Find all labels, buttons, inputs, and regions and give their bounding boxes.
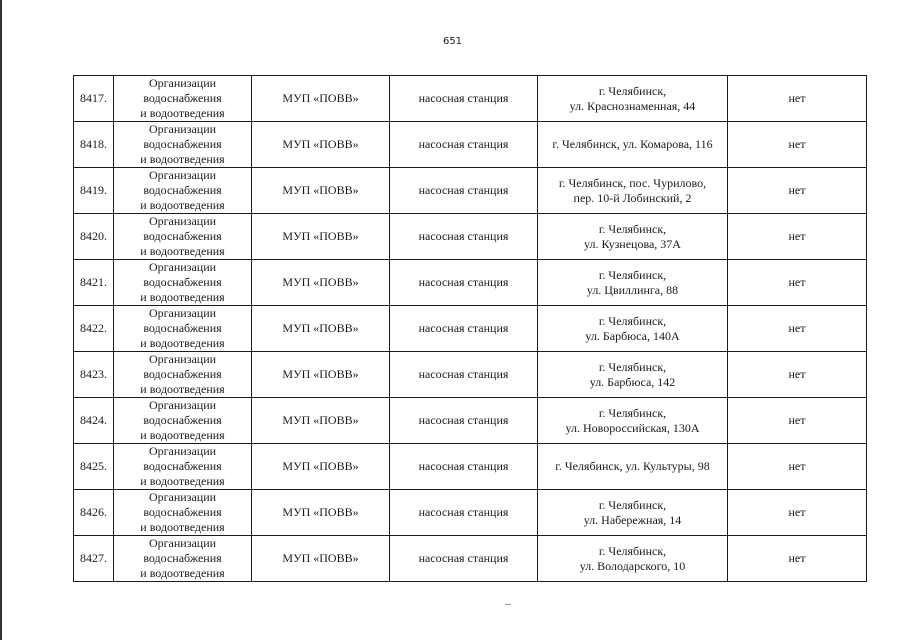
page-number: 651	[442, 36, 463, 47]
table-row	[74, 444, 867, 490]
organization-category-line: и водоотведения	[140, 474, 225, 488]
object-type: насосная станция	[390, 536, 538, 582]
organization-category	[114, 168, 252, 214]
row-number: 8423.	[74, 352, 114, 398]
company-name: МУП «ПОВВ»	[252, 168, 390, 214]
organization-category-line: водоснабжения	[143, 321, 222, 335]
object-address-line: г. Челябинск, пос. Чурилово,	[558, 175, 707, 190]
status-value: нет	[728, 352, 867, 398]
object-address	[538, 352, 728, 398]
organization-category-line: водоснабжения	[143, 275, 222, 289]
organization-category	[114, 398, 252, 444]
object-address-line: ул. Новороссийская, 130А	[565, 420, 700, 435]
object-address-line: ул. Володарского, 10	[579, 558, 686, 573]
table-row	[74, 536, 867, 582]
status-value: нет	[728, 260, 867, 306]
object-address-line: г. Челябинск,	[598, 497, 667, 512]
company-name: МУП «ПОВВ»	[252, 260, 390, 306]
object-address-line: г. Челябинск,	[598, 221, 667, 236]
row-number: 8424.	[74, 398, 114, 444]
object-type: насосная станция	[390, 398, 538, 444]
organization-category-line: и водоотведения	[140, 336, 225, 350]
object-address	[538, 76, 728, 122]
organization-category	[114, 536, 252, 582]
organization-category-line: водоснабжения	[143, 137, 222, 151]
status-value: нет	[728, 444, 867, 490]
status-value: нет	[728, 122, 867, 168]
object-address-line: г. Челябинск,	[598, 83, 667, 98]
organization-category-line: Организации	[148, 536, 217, 550]
object-address-line: г. Челябинск,	[598, 313, 667, 328]
object-address-line: ул. Цвиллинга, 88	[586, 282, 679, 297]
object-address	[538, 214, 728, 260]
organization-category	[114, 444, 252, 490]
registry-table	[73, 75, 867, 582]
status-value: нет	[728, 168, 867, 214]
organization-category-line: Организации	[148, 168, 217, 182]
organization-category-line: и водоотведения	[140, 244, 225, 258]
table-row	[74, 214, 867, 260]
table-row	[74, 122, 867, 168]
organization-category-line: Организации	[148, 306, 217, 320]
object-address-line: ул. Кузнецова, 37А	[584, 236, 681, 251]
status-value: нет	[728, 306, 867, 352]
organization-category-line: Организации	[148, 444, 217, 458]
object-type: насосная станция	[390, 122, 538, 168]
company-name: МУП «ПОВВ»	[252, 490, 390, 536]
organization-category-line: водоснабжения	[143, 229, 222, 243]
organization-category-line: и водоотведения	[140, 520, 225, 534]
object-address	[538, 398, 728, 444]
organization-category-line: водоснабжения	[143, 459, 222, 473]
organization-category-line: Организации	[148, 490, 217, 504]
organization-category-line: и водоотведения	[140, 382, 225, 396]
row-number: 8425.	[74, 444, 114, 490]
organization-category	[114, 214, 252, 260]
scan-edge-line	[0, 0, 2, 640]
company-name: МУП «ПОВВ»	[252, 352, 390, 398]
company-name: МУП «ПОВВ»	[252, 122, 390, 168]
object-type: насосная станция	[390, 490, 538, 536]
organization-category	[114, 352, 252, 398]
object-address	[538, 122, 728, 168]
organization-category	[114, 260, 252, 306]
row-number: 8418.	[74, 122, 114, 168]
table-row	[74, 490, 867, 536]
status-value: нет	[728, 490, 867, 536]
row-number: 8422.	[74, 306, 114, 352]
organization-category	[114, 490, 252, 536]
object-address	[538, 490, 728, 536]
object-type: насосная станция	[390, 168, 538, 214]
object-address-line: г. Челябинск,	[598, 267, 667, 282]
organization-category	[114, 306, 252, 352]
object-type: насосная станция	[390, 214, 538, 260]
organization-category-line: и водоотведения	[140, 198, 225, 212]
row-number: 8417.	[74, 76, 114, 122]
organization-category-line: Организации	[148, 214, 217, 228]
object-address	[538, 168, 728, 214]
organization-category-line: водоснабжения	[143, 413, 222, 427]
organization-category-line: водоснабжения	[143, 183, 222, 197]
object-address-line: ул. Барбюса, 142	[589, 374, 676, 389]
company-name: МУП «ПОВВ»	[252, 444, 390, 490]
scan-dust-mark	[505, 604, 511, 605]
organization-category-line: водоснабжения	[143, 91, 222, 105]
status-value: нет	[728, 76, 867, 122]
object-address	[538, 260, 728, 306]
organization-category-line: Организации	[148, 76, 217, 90]
row-number: 8426.	[74, 490, 114, 536]
status-value: нет	[728, 398, 867, 444]
table-row	[74, 352, 867, 398]
row-number: 8419.	[74, 168, 114, 214]
object-address-line: г. Челябинск,	[598, 543, 667, 558]
registry-table-body	[74, 76, 867, 582]
object-address-line: ул. Барбюса, 140А	[585, 328, 680, 343]
object-address-line: ул. Набережная, 14	[583, 512, 682, 527]
object-address-line: г. Челябинск,	[598, 359, 667, 374]
object-address-line: г. Челябинск, ул. Культуры, 98	[555, 459, 710, 473]
table-row	[74, 260, 867, 306]
organization-category-line: водоснабжения	[143, 367, 222, 381]
object-type: насосная станция	[390, 76, 538, 122]
organization-category-line: и водоотведения	[140, 290, 225, 304]
object-address-line: г. Челябинск, ул. Комарова, 116	[552, 137, 713, 151]
organization-category-line: и водоотведения	[140, 566, 225, 580]
object-type: насосная станция	[390, 352, 538, 398]
table-row	[74, 168, 867, 214]
company-name: МУП «ПОВВ»	[252, 398, 390, 444]
object-address-line: пер. 10-й Лобинский, 2	[573, 190, 692, 205]
organization-category-line: Организации	[148, 122, 217, 136]
object-address	[538, 306, 728, 352]
object-address-line: ул. Краснознаменная, 44	[569, 98, 696, 113]
company-name: МУП «ПОВВ»	[252, 76, 390, 122]
object-type: насосная станция	[390, 260, 538, 306]
organization-category-line: и водоотведения	[140, 428, 225, 442]
organization-category	[114, 76, 252, 122]
organization-category-line: и водоотведения	[140, 152, 225, 166]
object-address-line: г. Челябинск,	[598, 405, 667, 420]
company-name: МУП «ПОВВ»	[252, 536, 390, 582]
organization-category-line: водоснабжения	[143, 505, 222, 519]
table-row	[74, 398, 867, 444]
status-value: нет	[728, 536, 867, 582]
organization-category-line: и водоотведения	[140, 106, 225, 120]
row-number: 8420.	[74, 214, 114, 260]
row-number: 8427.	[74, 536, 114, 582]
organization-category-line: Организации	[148, 398, 217, 412]
organization-category-line: Организации	[148, 352, 217, 366]
status-value: нет	[728, 214, 867, 260]
row-number: 8421.	[74, 260, 114, 306]
object-address	[538, 444, 728, 490]
object-address	[538, 536, 728, 582]
table-row	[74, 306, 867, 352]
organization-category	[114, 122, 252, 168]
organization-category-line: водоснабжения	[143, 551, 222, 565]
object-type: насосная станция	[390, 306, 538, 352]
object-type: насосная станция	[390, 444, 538, 490]
organization-category-line: Организации	[148, 260, 217, 274]
company-name: МУП «ПОВВ»	[252, 214, 390, 260]
table-row	[74, 76, 867, 122]
company-name: МУП «ПОВВ»	[252, 306, 390, 352]
